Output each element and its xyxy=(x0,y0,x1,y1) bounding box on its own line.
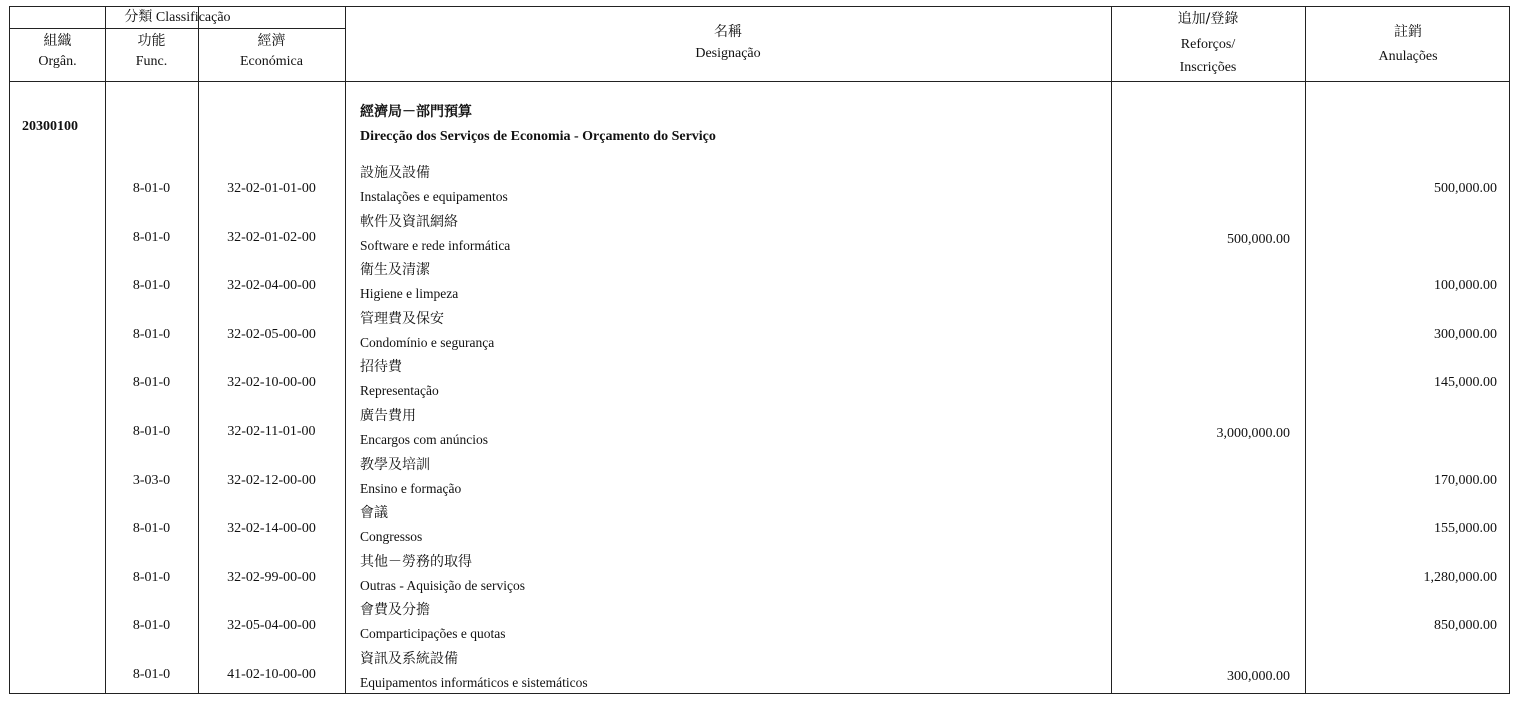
row-reinforcement: 500,000.00 xyxy=(1227,232,1290,247)
row-econ-code: 41-02-10-00-00 xyxy=(227,667,316,682)
divider xyxy=(198,7,199,693)
divider xyxy=(1111,7,1112,693)
row-name-zh: 會費及分擔 xyxy=(360,602,430,618)
header-designation-zh: 名稱 xyxy=(714,24,742,40)
row-func-code: 8-01-0 xyxy=(132,230,171,245)
header-classification: 分類 Classificação xyxy=(124,10,231,25)
row-annulment: 145,000.00 xyxy=(1434,375,1497,390)
row-reinforcement: 300,000.00 xyxy=(1227,669,1290,684)
row-name-pt: Representação xyxy=(360,383,439,398)
header-organ-zh: 組織 xyxy=(43,33,72,49)
row-name-zh: 設施及設備 xyxy=(360,165,430,181)
row-func-code: 8-01-0 xyxy=(132,570,171,585)
row-econ-code: 32-02-05-00-00 xyxy=(227,327,316,342)
row-econ-code: 32-05-04-00-00 xyxy=(227,618,316,633)
row-name-zh: 招待費 xyxy=(360,359,402,375)
classification-divider xyxy=(10,28,345,29)
row-econ-code: 32-02-14-00-00 xyxy=(227,521,316,536)
header-reinforcements-pt1: Reforços/ xyxy=(1180,37,1236,52)
row-func-code: 8-01-0 xyxy=(132,521,171,536)
row-name-zh: 廣告費用 xyxy=(360,408,416,424)
row-annulment: 170,000.00 xyxy=(1434,473,1497,488)
header-econ-zh: 經濟 xyxy=(257,33,286,49)
row-econ-code: 32-02-01-02-00 xyxy=(227,230,316,245)
row-annulment: 1,280,000.00 xyxy=(1423,570,1497,585)
header-annulments-pt: Anulações xyxy=(1378,49,1438,64)
header-reinforcements-zh: 追加/登錄 xyxy=(1177,11,1239,27)
row-name-pt: Encargos com anúncios xyxy=(360,432,488,447)
row-name-zh: 會議 xyxy=(360,505,388,521)
row-econ-code: 32-02-11-01-00 xyxy=(227,424,316,439)
row-func-code: 8-01-0 xyxy=(132,667,171,682)
row-name-pt: Equipamentos informáticos e sistemáticos xyxy=(360,675,588,690)
divider xyxy=(105,7,106,693)
header-annulments-zh: 註銷 xyxy=(1394,24,1422,40)
row-annulment: 300,000.00 xyxy=(1434,327,1497,342)
section-title-zh: 經濟局－部門預算 xyxy=(360,104,472,120)
row-name-zh: 衛生及清潔 xyxy=(360,262,430,278)
budget-table xyxy=(9,6,1510,694)
row-name-zh: 軟件及資訊網絡 xyxy=(360,214,458,230)
row-name-pt: Condomínio e segurança xyxy=(360,335,495,350)
row-func-code: 8-01-0 xyxy=(132,618,171,633)
row-annulment: 155,000.00 xyxy=(1434,521,1497,536)
header-func-pt: Func. xyxy=(135,54,168,69)
row-func-code: 8-01-0 xyxy=(132,424,171,439)
row-name-pt: Higiene e limpeza xyxy=(360,286,459,301)
header-divider xyxy=(10,81,1509,82)
row-econ-code: 32-02-10-00-00 xyxy=(227,375,316,390)
row-econ-code: 32-02-01-01-00 xyxy=(227,181,316,196)
row-reinforcement: 3,000,000.00 xyxy=(1216,426,1290,441)
row-func-code: 8-01-0 xyxy=(132,181,171,196)
section-organ-code: 20300100 xyxy=(22,119,78,134)
header-designation-pt: Designação xyxy=(695,46,761,61)
divider xyxy=(345,7,346,693)
row-annulment: 500,000.00 xyxy=(1434,181,1497,196)
row-name-pt: Ensino e formação xyxy=(360,481,462,496)
row-name-pt: Comparticipações e quotas xyxy=(360,626,506,641)
row-econ-code: 32-02-99-00-00 xyxy=(227,570,316,585)
header-organ-pt: Orgân. xyxy=(38,54,77,69)
row-name-zh: 資訊及系統設備 xyxy=(360,651,458,667)
row-econ-code: 32-02-12-00-00 xyxy=(227,473,316,488)
section-title-pt: Direcção dos Serviços de Economia - Orçamento do Serviço xyxy=(360,129,716,144)
row-name-pt: Outras - Aquisição de serviços xyxy=(360,578,525,593)
header-reinforcements-pt2: Inscrições xyxy=(1179,60,1237,75)
header-func-zh: 功能 xyxy=(137,33,166,49)
row-annulment: 100,000.00 xyxy=(1434,278,1497,293)
divider xyxy=(1305,7,1306,693)
row-econ-code: 32-02-04-00-00 xyxy=(227,278,316,293)
row-func-code: 3-03-0 xyxy=(132,473,171,488)
row-annulment: 850,000.00 xyxy=(1434,618,1497,633)
row-name-zh: 其他－勞務的取得 xyxy=(360,554,472,570)
header-econ-pt: Económica xyxy=(240,54,303,69)
row-func-code: 8-01-0 xyxy=(132,327,171,342)
row-name-zh: 教學及培訓 xyxy=(360,457,430,473)
row-func-code: 8-01-0 xyxy=(132,375,171,390)
row-name-pt: Instalações e equipamentos xyxy=(360,189,508,204)
row-func-code: 8-01-0 xyxy=(132,278,171,293)
row-name-pt: Congressos xyxy=(360,529,423,544)
row-name-zh: 管理費及保安 xyxy=(360,311,444,327)
row-name-pt: Software e rede informática xyxy=(360,238,511,253)
